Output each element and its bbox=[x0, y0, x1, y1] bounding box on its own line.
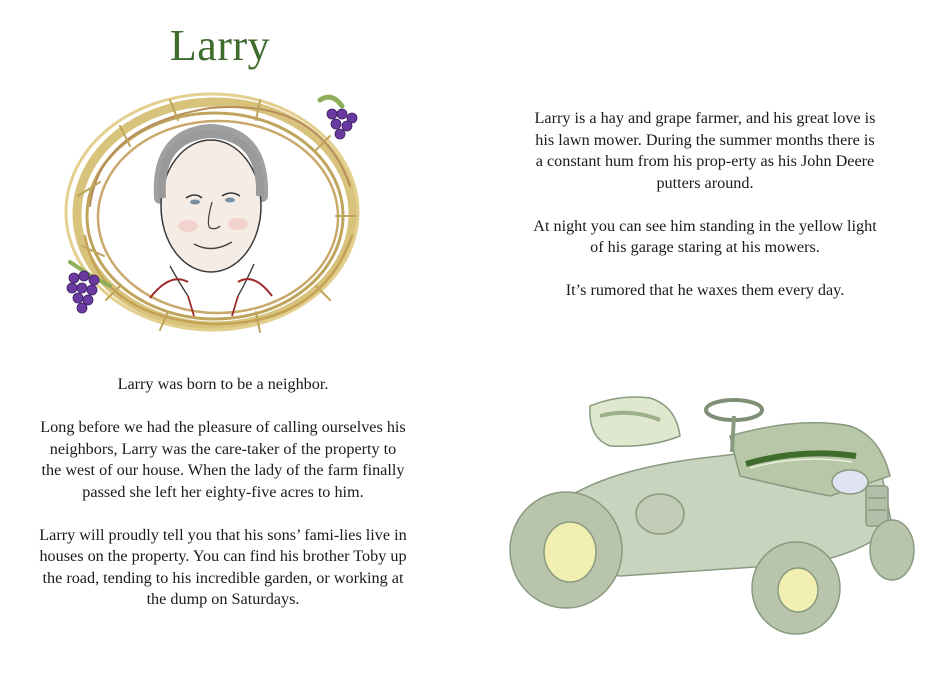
right-page bbox=[470, 0, 940, 684]
lawn-mower-drawing bbox=[500, 386, 920, 646]
face bbox=[150, 130, 272, 316]
portrait-illustration bbox=[60, 86, 370, 346]
lawn-mower-illustration bbox=[500, 386, 920, 646]
page-title: Larry bbox=[169, 21, 271, 70]
left-paragraph-3: Larry will proudly tell you that his sons’ fami-lies live in houses on the property. You can find his brother Toby up the road, tending to his incredible garden, or working at the dump on Saturdays. bbox=[39, 525, 407, 608]
right-paragraph-2: At night you can see him standing in the yellow light of his garage staring at his mowers. bbox=[533, 216, 877, 256]
grape-cluster-bottom bbox=[67, 271, 99, 313]
left-paragraph-1: Larry was born to be a neighbor. bbox=[117, 375, 329, 393]
right-paragraph-1: Larry is a hay and grape farmer, and his great love is his lawn mower. During the summer months there is a constant hum from his prop-erty as his John Deere putters around. bbox=[534, 109, 876, 192]
grape-cluster-top bbox=[327, 109, 357, 139]
hay-wreath-portrait bbox=[60, 86, 370, 346]
left-text bbox=[38, 374, 408, 611]
right-text bbox=[530, 108, 880, 302]
left-paragraph-2: Long before we had the pleasure of calling ourselves his neighbors, Larry was the care-taker of the property to the west of our house. When the lady of the farm finally passed she left her eighty-five acres to him. bbox=[40, 418, 406, 501]
right-paragraph-3: It’s rumored that he waxes them every day. bbox=[565, 281, 845, 299]
